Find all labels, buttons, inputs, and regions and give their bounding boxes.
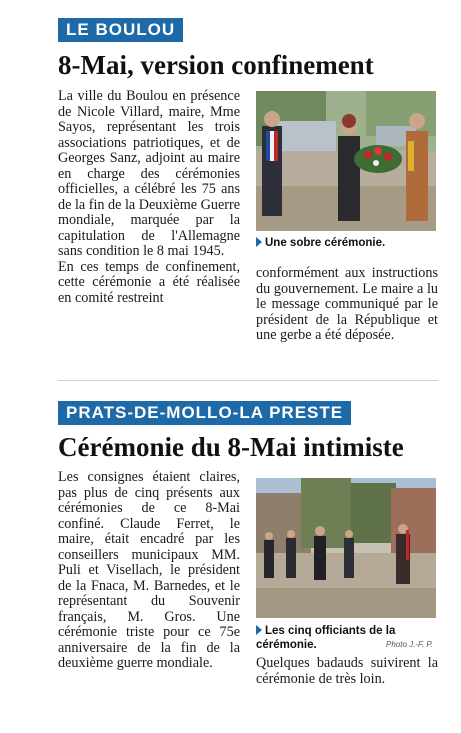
section-tag-prats-de-mollo: PRATS-DE-MOLLO-LA PRESTE bbox=[58, 401, 351, 425]
photo-ceremony-le-boulou bbox=[256, 91, 436, 231]
caption-arrow-icon bbox=[256, 237, 262, 247]
article-1-column-2-text: conformément aux instructions du gouvernement. Le maire a lu le message communiqué par le président de la République et une gerbe a été déposée. bbox=[256, 265, 438, 343]
article-1-column-1 bbox=[58, 89, 240, 306]
photo-le-boulou-illustration bbox=[256, 91, 436, 231]
article-1-column-2 bbox=[256, 266, 438, 344]
headline-article-2: Cérémonie du 8-Mai intimiste bbox=[58, 432, 404, 462]
article-2-column-2-text: Quelques badauds suivirent la cérémonie de très loin. bbox=[256, 655, 438, 687]
article-1-paragraph-2: En ces temps de confinement, cette cérémonie a été réalisée en comité restreint bbox=[58, 258, 240, 306]
caption-le-boulou-text: Une sobre cérémonie. bbox=[265, 237, 386, 249]
caption-le-boulou bbox=[256, 236, 446, 250]
article-2-column-1 bbox=[58, 470, 240, 672]
article-divider bbox=[58, 380, 438, 381]
photo-ceremony-prats-de-mollo bbox=[256, 478, 436, 618]
headline-article-1: 8-Mai, version confinement bbox=[58, 50, 374, 80]
article-2-column-2 bbox=[256, 656, 438, 687]
article-2-paragraph-1: Les consignes étaient claires, pas plus de cinq présents aux cérémonies de ce 8-Mai confiné. Claude Ferret, le maire, était encadré par les conseillers municipaux MM. Puli et Visellach, le président de la Fnaca, M. Barnedes, et le représentant du Souvenir français, M. Gros. Une cérémonie triste pour ce 75e anniversaire de la fin de la deuxième guerre mondiale. bbox=[58, 469, 240, 671]
photo-credit: Photo J.-F. P. bbox=[386, 640, 433, 649]
caption-prats-text: Les cinq officiants de la cérémonie. bbox=[256, 625, 396, 651]
article-1-paragraph-1: La ville du Boulou en présence de Nicole Villard, maire, Mme Sayos, représentant les trois associations patriotiques, et de Georges Sanz, adjoint au maire en charge des cérémonies officielles, a célébré les 75 ans de la fin de la Deuxième Guerre mondiale, marquée par la capitulation de l'Allemagne sans condition le 8 mai 1945. bbox=[58, 88, 240, 259]
photo-prats-illustration bbox=[256, 478, 436, 618]
caption-arrow-icon bbox=[256, 625, 262, 635]
section-tag-le-boulou: LE BOULOU bbox=[58, 18, 183, 42]
